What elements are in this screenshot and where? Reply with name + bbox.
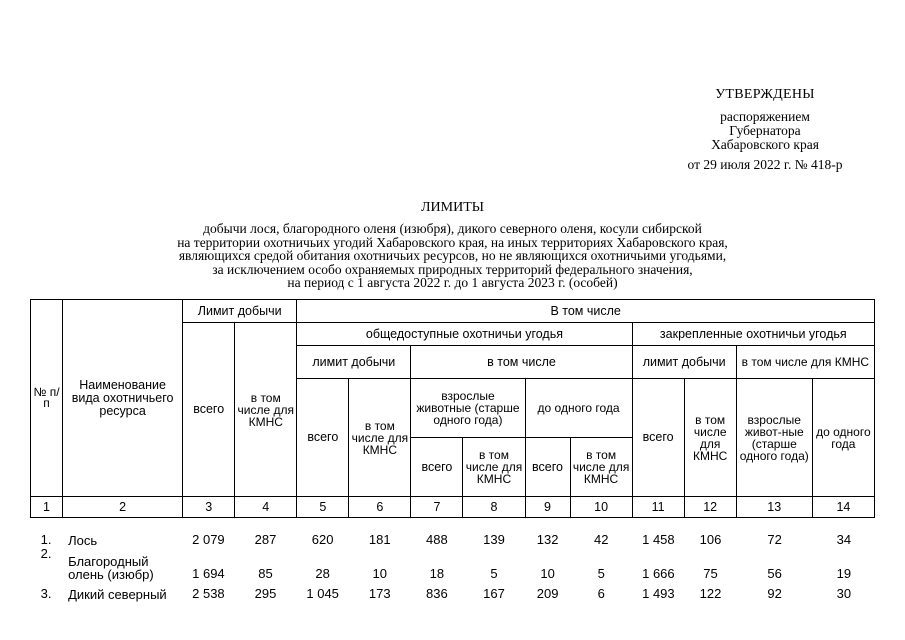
row-species-line: Благородный xyxy=(68,554,149,569)
document-title: ЛИМИТЫ xyxy=(421,200,484,215)
cell: 181 xyxy=(368,532,391,547)
header-public-limit: лимит добычи xyxy=(297,346,411,379)
header-public-kmns: в том числе для КМНС xyxy=(349,379,411,497)
approval-date: от 29 июля 2022 г. № 418-р xyxy=(687,157,843,172)
col-number: 11 xyxy=(632,497,684,518)
col-number: 4 xyxy=(235,497,297,518)
cell: 836 xyxy=(426,586,448,601)
cell: 139 xyxy=(483,532,505,547)
cell: 5 xyxy=(597,566,605,581)
document-subtitle xyxy=(30,222,875,290)
cell: 75 xyxy=(703,566,718,581)
header-adult-kmns: взрослые живот-ные (старше одного года) xyxy=(736,379,812,497)
header-adult-kmns-sub: в том числе для КМНС xyxy=(463,438,525,497)
header-assigned-kmns: в том числе для КМНС xyxy=(684,379,736,497)
subtitle-line: являющихся средой обитания охотничьих ресурсов, но не являющихся охотничьими угодьями, xyxy=(178,248,727,263)
subtitle-line: на территории охотничьих угодий Хабаровского края, на иных территориях Хабаровского края, xyxy=(177,234,728,250)
col-number: 9 xyxy=(525,497,570,518)
col-number: 13 xyxy=(736,497,812,518)
header-kmns: в том числе для КМНС xyxy=(235,323,297,497)
row-species-line: олень (изюбр) xyxy=(68,567,154,582)
header-public-total: всего xyxy=(297,379,349,497)
cell: 30 xyxy=(836,586,852,601)
subtitle-line: добычи лося, благородного оленя (изюбря), дикого северного оленя, косули сибирской xyxy=(203,221,702,236)
header-name: Наименование вида охотничьего ресурса xyxy=(63,300,183,497)
header-assigned-limit: лимит добычи xyxy=(632,346,736,379)
cell: 287 xyxy=(254,532,277,547)
header-adult: взрослые животные (старше одного года) xyxy=(411,379,525,438)
cell: 620 xyxy=(311,532,334,547)
col-number: 3 xyxy=(183,497,235,518)
cell: 173 xyxy=(368,586,391,601)
cell: 6 xyxy=(597,586,605,601)
approval-title: УТВЕРЖДЕНЫ xyxy=(715,87,815,102)
row-number: 1. xyxy=(40,532,52,547)
col-number: 1 xyxy=(31,497,63,518)
row-number: 3. xyxy=(40,586,52,601)
cell: 85 xyxy=(258,566,273,581)
cell: 18 xyxy=(429,566,445,581)
row-species: Дикий северный xyxy=(68,587,167,602)
col-number: 14 xyxy=(812,497,874,518)
cell: 2 079 xyxy=(192,532,225,547)
cell: 1 666 xyxy=(642,566,675,581)
cell: 167 xyxy=(483,586,505,601)
approval-line-2: Губернатора xyxy=(729,123,801,138)
header-young-kmns: до одного года xyxy=(812,379,874,497)
cell: 5 xyxy=(490,566,498,581)
header-young-total: всего xyxy=(525,438,570,497)
col-number: 12 xyxy=(684,497,736,518)
cell: 1 694 xyxy=(192,566,225,581)
cell: 28 xyxy=(315,566,330,581)
cell: 72 xyxy=(767,532,782,547)
col-number: 7 xyxy=(411,497,463,518)
cell: 209 xyxy=(536,586,559,601)
cell: 1 493 xyxy=(642,586,675,601)
cell: 10 xyxy=(540,566,555,581)
subtitle-line: на период с 1 августа 2022 г. до 1 августа 2023 г. (особей) xyxy=(287,275,618,290)
table-row xyxy=(30,527,875,547)
header-public: общедоступные охотничьи угодья xyxy=(297,323,632,346)
approval-line-3: Хабаровского края xyxy=(711,137,819,152)
header-total: всего xyxy=(183,323,235,497)
header-assigned-total: всего xyxy=(632,379,684,497)
limits-header-table xyxy=(30,299,875,518)
cell: 19 xyxy=(836,566,852,581)
cell: 10 xyxy=(372,566,387,581)
approval-line-1: распоряжением xyxy=(720,109,810,124)
header-adult-total: всего xyxy=(411,438,463,497)
cell: 1 458 xyxy=(642,532,675,547)
col-number: 2 xyxy=(63,497,183,518)
row-species xyxy=(62,547,182,581)
cell: 1 045 xyxy=(306,586,339,601)
approval-block xyxy=(640,88,890,172)
col-number: 6 xyxy=(349,497,411,518)
table-row xyxy=(30,581,875,601)
header-young-kmns-sub: в том числе для КМНС xyxy=(570,438,632,497)
subtitle-line: за исключением особо охраняемых природных территорий федерального значения, xyxy=(212,261,693,277)
col-number: 5 xyxy=(297,497,349,518)
cell: 295 xyxy=(254,586,277,601)
cell: 2 538 xyxy=(192,586,225,601)
header-young: до одного года xyxy=(525,379,632,438)
cell: 106 xyxy=(699,532,722,547)
header-assigned: закрепленные охотничьи угодья xyxy=(632,323,874,346)
cell: 34 xyxy=(836,532,852,547)
col-number: 10 xyxy=(570,497,632,518)
limits-data-table xyxy=(30,527,875,601)
header-assigned-including-kmns: в том числе для КМНС xyxy=(736,346,874,379)
cell: 132 xyxy=(536,532,559,547)
header-num: № п/п xyxy=(31,300,63,497)
table-row xyxy=(30,547,875,581)
header-public-including: в том числе xyxy=(411,346,632,379)
cell: 488 xyxy=(426,532,448,547)
row-species: Лось xyxy=(68,533,98,548)
header-limit: Лимит добычи xyxy=(183,300,297,323)
cell: 92 xyxy=(767,586,782,601)
header-including: В том числе xyxy=(297,300,875,323)
cell: 56 xyxy=(767,566,782,581)
cell: 122 xyxy=(699,586,722,601)
row-number: 2. xyxy=(40,546,52,561)
col-number: 8 xyxy=(463,497,525,518)
cell: 42 xyxy=(594,532,609,547)
